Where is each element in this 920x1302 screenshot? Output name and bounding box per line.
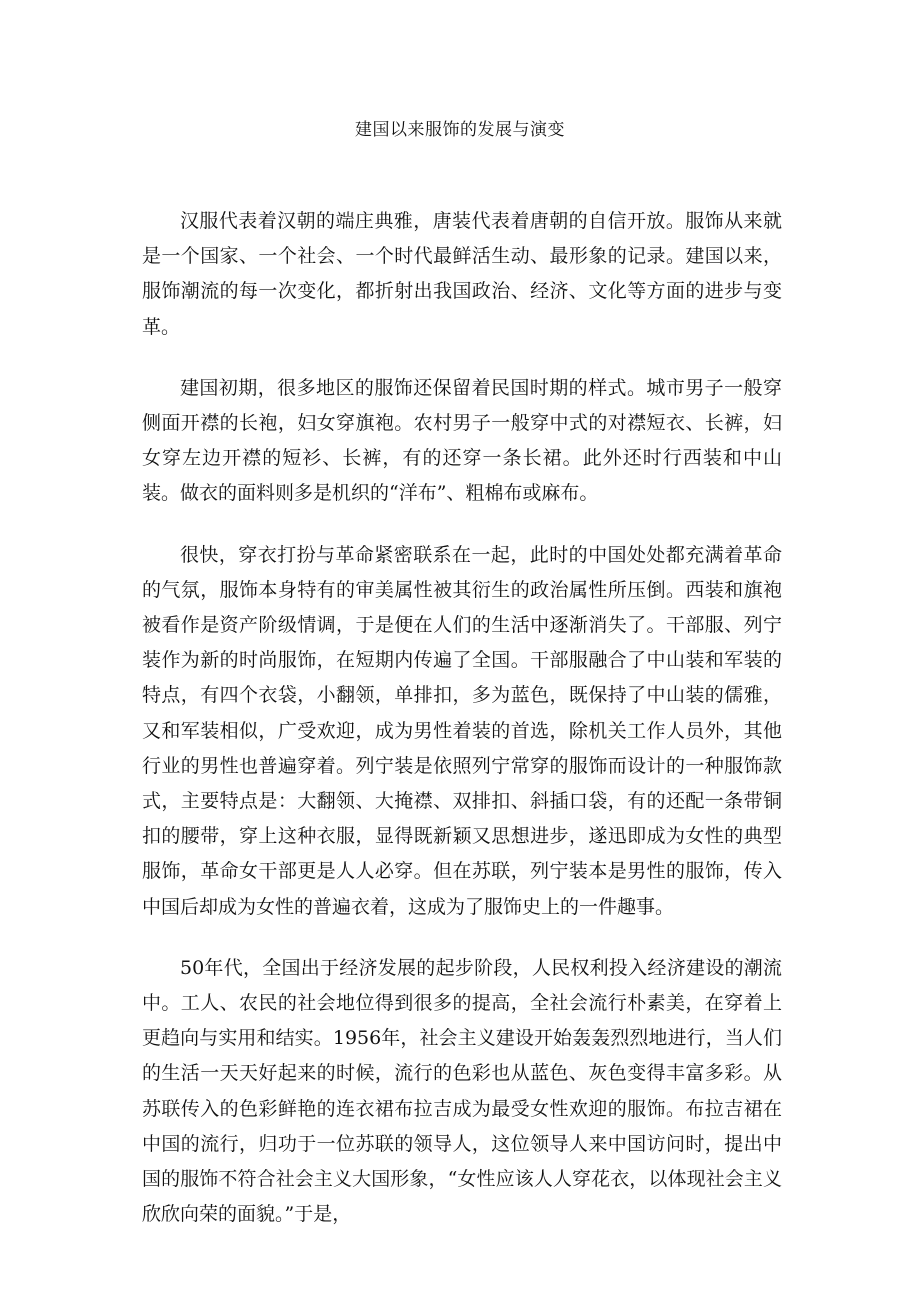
paragraph-revolution: 很快，穿衣打扮与革命紧密联系在一起，此时的中国处处都充满着革命的气氛，服饰本身特有的审美属性被其衍生的政治属性所压倒。西装和旗袍被看作是资产阶级情调，于是便在人们的生活中逐渐消失了。干部服、列宁装作为新的时尚服饰，在短期内传遍了全国。干部服融合了中山装和军装的特点，有四个衣袋，小翻领，单排扣，多为蓝色，既保持了中山装的儒雅，又和军装相似，广受欢迎，成为男性着装的首选，除机关工作人员外，其他行业的男性也普遍穿着。列宁装是依照列宁常穿的服饰而设计的一种服饰款式，主要特点是：大翻领、大掩襟、双排扣、斜插口袋，有的还配一条带铜扣的腰带，穿上这种衣服，显得既新颖又思想进步，遂迅即成为女性的典型服饰，革命女干部更是人人必穿。但在苏联，列宁装本是男性的服饰，传入中国后却成为女性的普遍衣着，这成为了服饰史上的一件趣事。: [142, 543, 782, 918]
document-body: [142, 204, 782, 1258]
paragraph-1950s: 50年代，全国出于经济发展的起步阶段，人民权利投入经济建设的潮流中。工人、农民的社会地位得到很多的提高，全社会流行朴素美，在穿着上更趋向与实用和结实。1956年，社会主义建设开始轰轰烈烈地进行，当人们的生活一天天好起来的时候，流行的色彩也从蓝色、灰色变得丰富多彩。从苏联传入的色彩鲜艳的连衣裙布拉吉成为最受女性欢迎的服饰。布拉吉裙在中国的流行，归功于一位苏联的领导人，这位领导人来中国访问时，提出中国的服饰不符合社会主义大国形象，“女性应该人人穿花衣，以体现社会主义欣欣向荣的面貌。”于是，: [142, 956, 782, 1226]
paragraph-early-years: 建国初期，很多地区的服饰还保留着民国时期的样式。城市男子一般穿侧面开襟的长袍，妇女穿旗袍。农村男子一般穿中式的对襟短衣、长裤，妇女穿左边开襟的短衫、长裤，有的还穿一条长裙。此外还时行西装和中山装。做衣的面料则多是机织的“洋布”、粗棉布或麻布。: [142, 376, 782, 505]
paragraph-intro: 汉服代表着汉朝的端庄典雅，唐装代表着唐朝的自信开放。服饰从来就是一个国家、一个社会、一个时代最鲜活生动、最形象的记录。建国以来，服饰潮流的每一次变化，都折射出我国政治、经济、文化等方面的进步与变革。: [142, 210, 782, 338]
document-title: 建国以来服饰的发展与演变: [355, 120, 565, 140]
